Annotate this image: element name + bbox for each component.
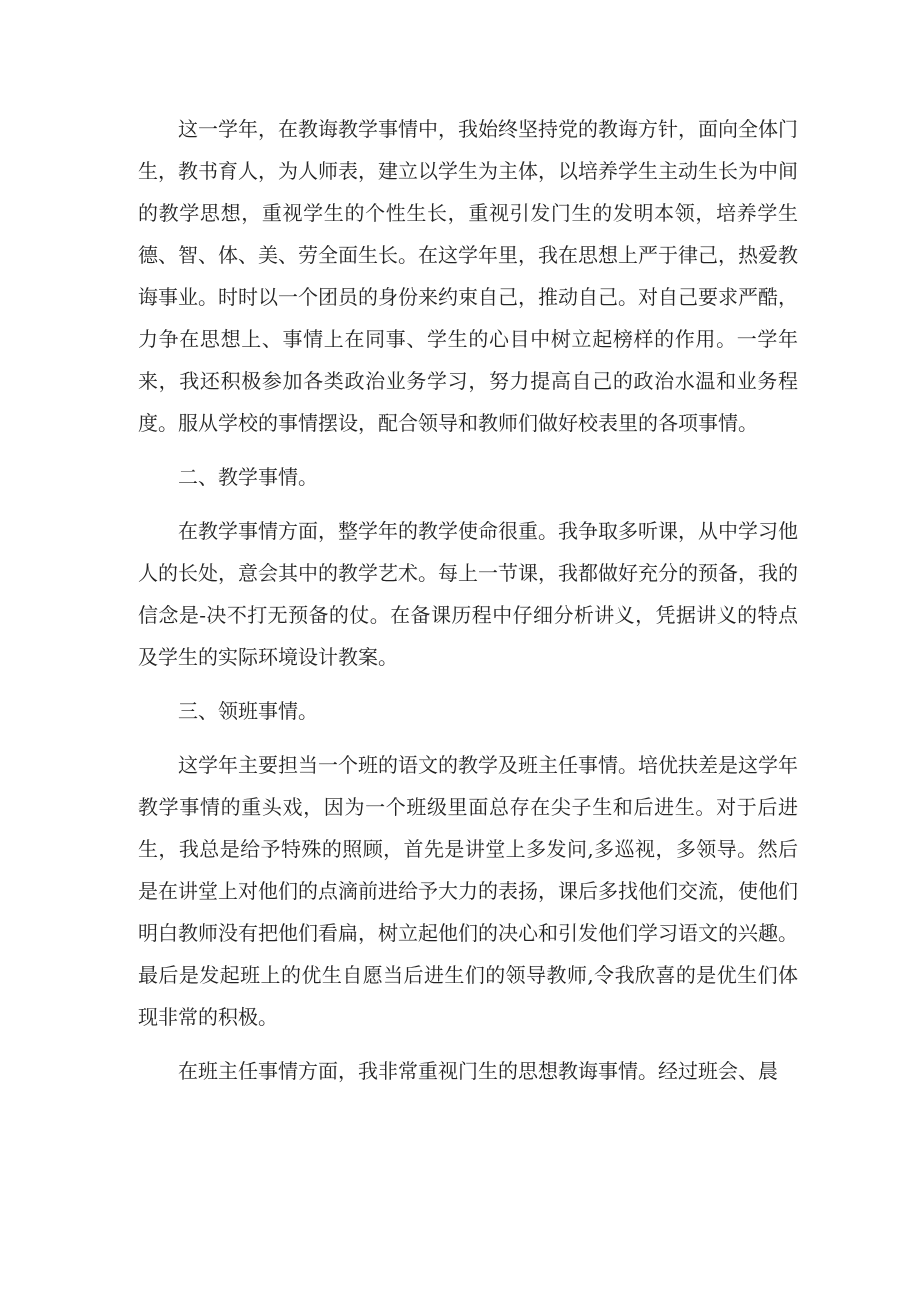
document-body	[138, 108, 798, 1104]
section-heading-teaching: 二、教学事情。	[178, 465, 318, 489]
paragraph-teaching: 在教学事情方面，整学年的教学使命很重。我争取多听课，从中学习他人的长处，意会其中的教学艺术。每上一节课，我都做好充分的预备，我的信念是-决不打无预备的仗。在备课历程中仔细分析讲义，凭据讲义的特点及学生的实际环境设计教案。	[138, 519, 798, 669]
paragraph-intro: 这一学年，在教诲教学事情中，我始终坚持党的教诲方针，面向全体门生，教书育人，为人师表，建立以学生为主体，以培养学生主动生长为中间的教学思想，重视学生的个性生长，重视引发门生的发明本领，培养学生德、智、体、美、劳全面生长。在这学年里，我在思想上严于律己，热爱教诲事业。时时以一个团员的身份来约束自己，推动自己。对自己要求严酷，力争在思想上、事情上在同事、学生的心目中树立起榜样的作用。一学年来，我还积极参加各类政治业务学习，努力提高自己的政治水温和业务程度。服从学校的事情摆设，配合领导和教师们做好校表里的各项事情。	[138, 117, 798, 435]
paragraph-head-teacher: 在班主任事情方面，我非常重视门生的思想教诲事情。经过班会、晨	[178, 1059, 778, 1083]
paragraph-class-leading: 这学年主要担当一个班的语文的教学及班主任事情。培优扶差是这学年教学事情的重头戏，因为一个班级里面总存在尖子生和后进生。对于后进生，我总是给予特殊的照顾，首先是讲堂上多发问,多巡视，多领导。然后是在讲堂上对他们的点滴前进给予大力的表扬，课后多找他们交流，使他们明白教师没有把他们看扁，树立起他们的决心和引发他们学习语文的兴趣。最后是发起班上的优生自愿当后进生们的领导教师,令我欣喜的是优生们体现非常的积极。	[138, 753, 798, 1029]
section-heading-class-leading: 三、领班事情。	[178, 699, 318, 723]
